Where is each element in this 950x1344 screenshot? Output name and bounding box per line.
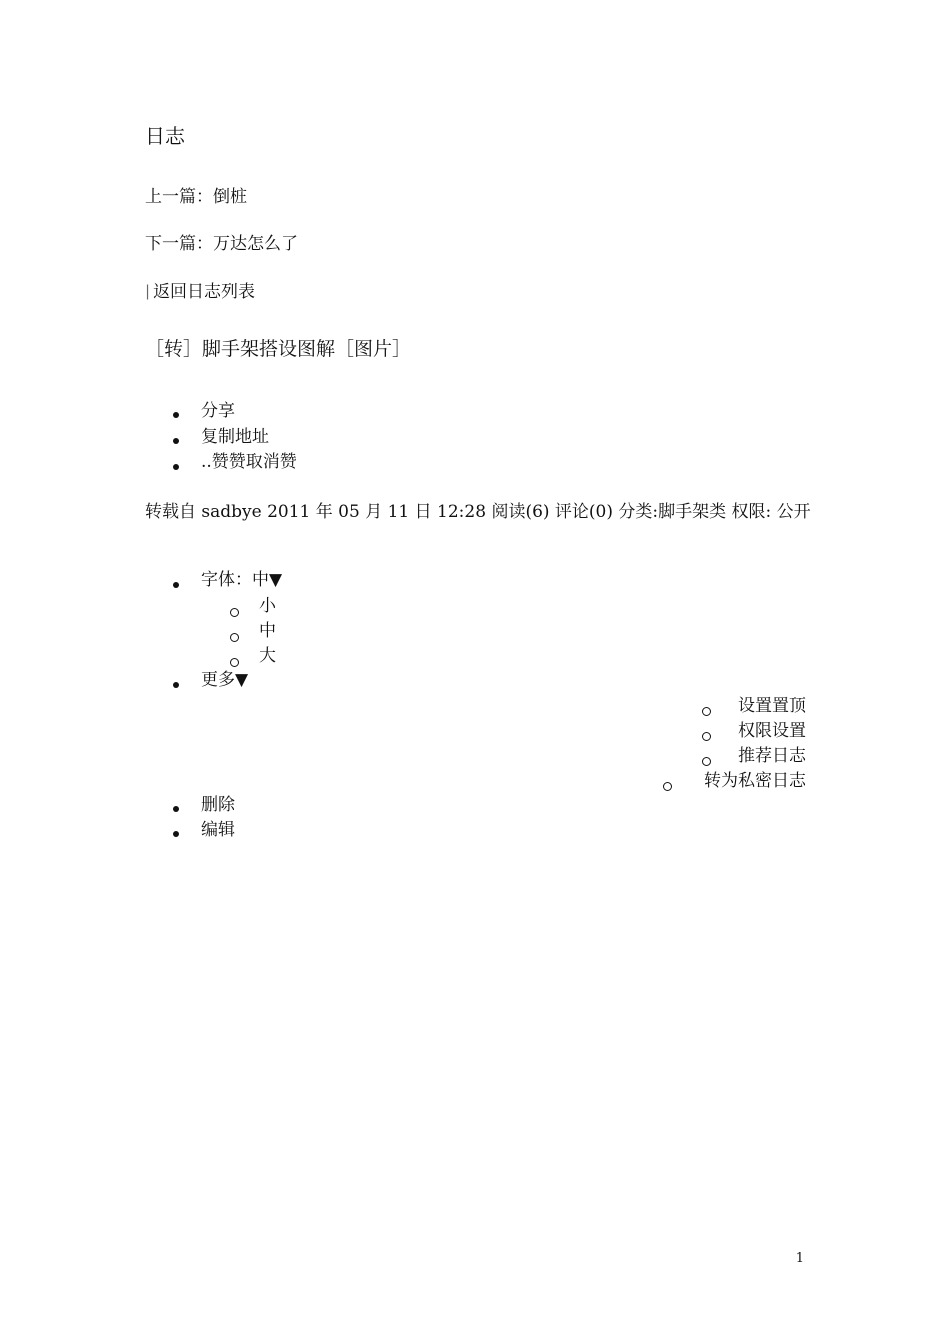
more-permission-settings[interactable]: 权限设置 [738, 721, 806, 741]
circle-bullet-icon [702, 732, 711, 741]
back-to-list[interactable] [145, 284, 255, 301]
bullet-icon [173, 582, 179, 588]
next-post-link[interactable]: 下一篇：万达怎么了 [145, 234, 298, 254]
edit-link[interactable]: 编辑 [201, 820, 235, 840]
delete-link[interactable]: 删除 [201, 795, 235, 815]
font-size-medium[interactable]: 中 [259, 621, 276, 641]
page-title: 日志 [145, 124, 185, 148]
circle-bullet-icon [702, 707, 711, 716]
back-to-list-label[interactable]: 返回日志列表 [153, 282, 256, 302]
circle-bullet-icon [230, 633, 239, 642]
circle-bullet-icon [230, 658, 239, 667]
bullet-icon [173, 831, 179, 837]
bullet-icon [173, 412, 179, 418]
circle-bullet-icon [663, 782, 672, 791]
prev-post-link[interactable]: 上一篇：倒桩 [145, 187, 247, 207]
bullet-icon [173, 464, 179, 470]
bullet-icon [173, 438, 179, 444]
font-size-menu[interactable]: 字体：中▼ [201, 570, 283, 590]
more-set-top[interactable]: 设置置顶 [738, 696, 806, 716]
like-link[interactable]: ..赞赞取消赞 [201, 452, 297, 472]
copy-address-link[interactable]: 复制地址 [201, 427, 269, 447]
font-size-small[interactable]: 小 [259, 596, 276, 616]
more-recommend-post[interactable]: 推荐日志 [738, 746, 806, 766]
font-size-large[interactable]: 大 [259, 646, 276, 666]
post-meta: 转载自 sadbye 2011 年 05 月 11 日 12:28 阅读(6) 评论(0) 分类:脚手架类 权限: 公开 [145, 502, 811, 522]
more-menu[interactable]: 更多▼ [201, 670, 249, 690]
post-heading: ［转］脚手架搭设图解［图片］ [145, 338, 412, 360]
bullet-icon [173, 806, 179, 812]
separator: | [145, 282, 151, 300]
page-number: 1 [795, 1251, 804, 1266]
circle-bullet-icon [230, 608, 239, 617]
circle-bullet-icon [702, 757, 711, 766]
share-link[interactable]: 分享 [201, 401, 235, 421]
more-make-private[interactable]: 转为私密日志 [704, 771, 806, 791]
bullet-icon [173, 682, 179, 688]
